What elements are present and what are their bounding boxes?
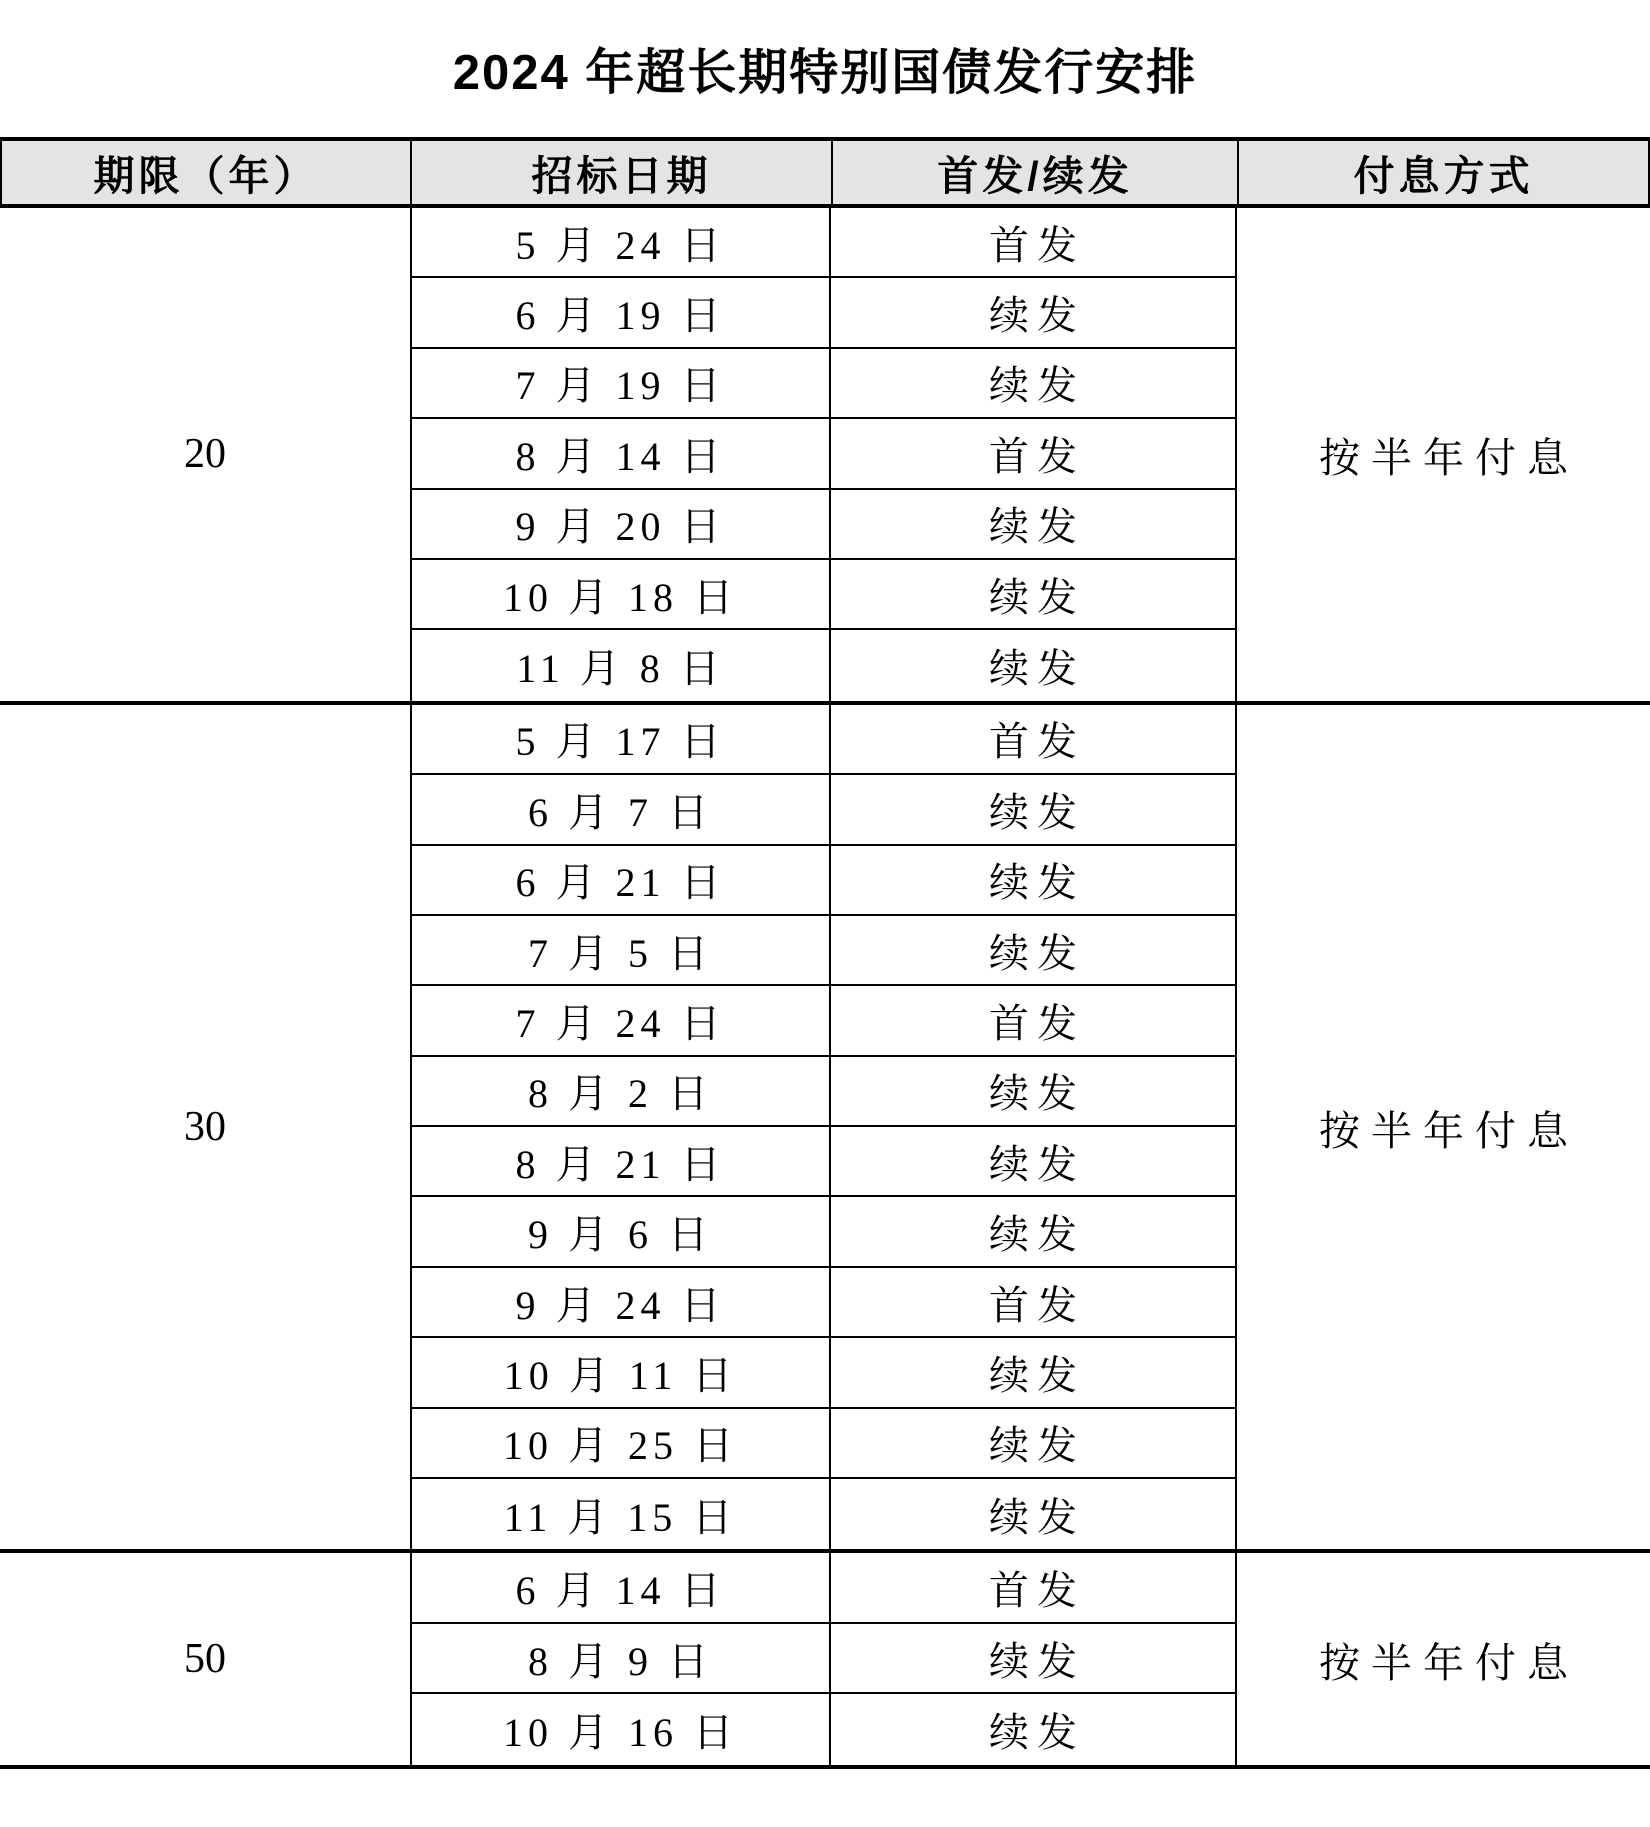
tender-date-cell: 7 月 24 日 [410,986,831,1056]
tender-date-cell: 5 月 17 日 [410,705,831,775]
tender-date-cell: 6 月 7 日 [410,775,831,845]
payment-cell: 按半年付息 [1319,434,1579,481]
tender-date-cell: 7 月 5 日 [410,916,831,986]
bond-issuance-table [0,137,1650,1769]
table-section-50y [0,1553,1650,1768]
tender-date-cell: 9 月 24 日 [410,1268,831,1338]
issue-type-cell: 续发 [831,490,1237,560]
table-section-30y [0,705,1650,1554]
table-header-row [0,137,1650,208]
issue-type-cell: 续发 [831,278,1237,348]
issue-type-cell: 首发 [831,986,1237,1056]
tender-date-cell: 8 月 9 日 [410,1624,831,1694]
issue-type-cell: 首发 [831,1268,1237,1338]
issue-type-cell: 续发 [831,1127,1237,1197]
payment-cell: 按半年付息 [1319,1639,1579,1686]
payment-cell: 按半年付息 [1319,1107,1579,1154]
tender-date-cell: 9 月 6 日 [410,1197,831,1267]
issue-type-cell: 续发 [831,1338,1237,1408]
tender-date-cell: 6 月 14 日 [410,1553,831,1623]
tender-date-cell: 8 月 2 日 [410,1057,831,1127]
term-cell: 20 [184,431,226,478]
tender-date-cell: 7 月 19 日 [410,349,831,419]
tender-date-cell: 5 月 24 日 [410,208,831,278]
issue-type-cell: 续发 [831,1694,1237,1764]
issue-type-cell: 续发 [831,1624,1237,1694]
issue-type-cell: 首发 [831,419,1237,489]
issue-type-cell: 首发 [831,705,1237,775]
tender-date-cell: 8 月 21 日 [410,1127,831,1197]
tender-date-cell: 10 月 25 日 [410,1409,831,1479]
issue-type-cell: 续发 [831,349,1237,419]
issue-type-cell: 首发 [831,1553,1237,1623]
header-issue-type: 首发/续发 [831,141,1237,204]
tender-date-cell: 9 月 20 日 [410,490,831,560]
table-section-20y [0,208,1650,705]
issue-type-cell: 续发 [831,630,1237,700]
tender-date-cell: 11 月 8 日 [410,630,831,700]
issue-type-cell: 首发 [831,208,1237,278]
header-tender-date: 招标日期 [410,141,831,204]
issue-type-cell: 续发 [831,846,1237,916]
tender-date-cell: 11 月 15 日 [410,1479,831,1549]
issue-type-cell: 续发 [831,775,1237,845]
issue-type-cell: 续发 [831,1197,1237,1267]
tender-date-cell: 10 月 18 日 [410,560,831,630]
term-cell: 30 [184,1104,226,1151]
header-payment: 付息方式 [1237,141,1650,204]
header-term: 期限（年） [0,141,410,204]
issue-type-cell: 续发 [831,1409,1237,1479]
term-cell: 50 [184,1636,226,1682]
tender-date-cell: 10 月 11 日 [410,1338,831,1408]
tender-date-cell: 6 月 19 日 [410,278,831,348]
issue-type-cell: 续发 [831,1479,1237,1549]
tender-date-cell: 8 月 14 日 [410,419,831,489]
issue-type-cell: 续发 [831,1057,1237,1127]
issue-type-cell: 续发 [831,916,1237,986]
page-title: 2024 年超长期特别国债发行安排 [452,45,1198,100]
issue-type-cell: 续发 [831,560,1237,630]
tender-date-cell: 6 月 21 日 [410,846,831,916]
tender-date-cell: 10 月 16 日 [410,1694,831,1764]
